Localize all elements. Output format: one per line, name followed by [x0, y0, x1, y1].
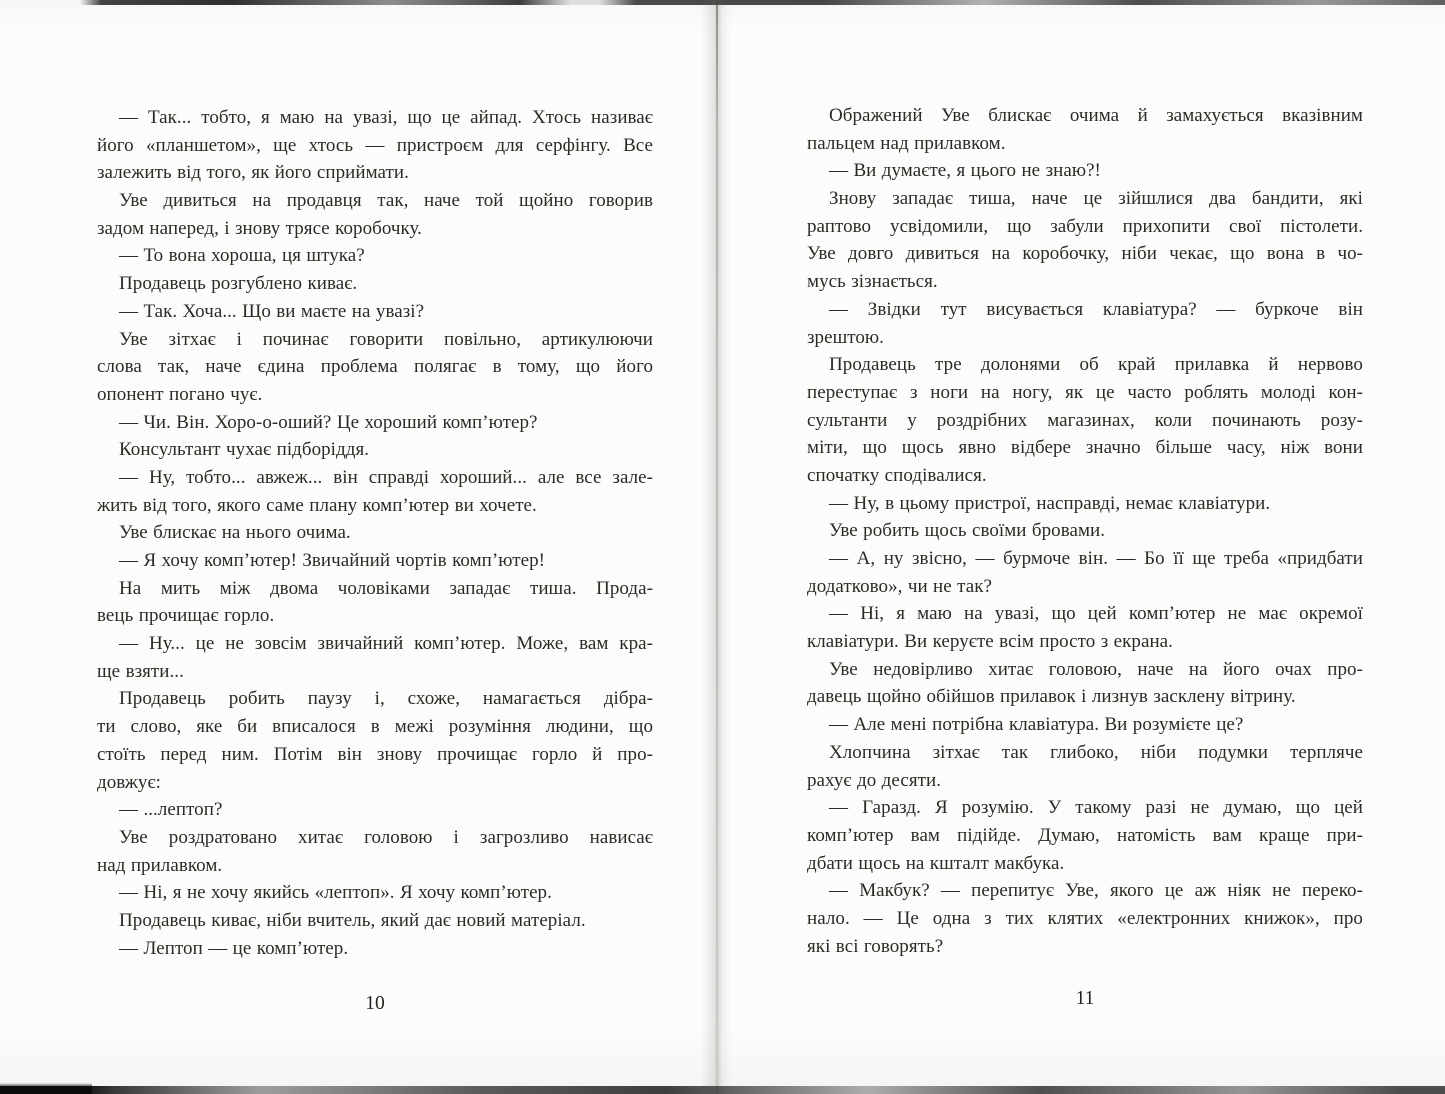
text-line: пальцем над прилавком. — [807, 132, 1006, 154]
text-line: — Я хочу комп’ютер! Звичайний чортів комп’ютер! — [119, 550, 545, 571]
text-line: слова так, наче єдина проблема полягає в тому, що його — [97, 356, 653, 378]
scan-bottom-edge — [0, 1086, 1445, 1094]
text-line: жить від того, якого саме плану комп’ютер ви хочете. — [97, 494, 537, 516]
text-line: раптово усвідомили, що забули прихопити свої пістолети. — [807, 215, 1363, 237]
text-line: Ображений Уве блискає очима й замахується вказівним — [829, 105, 1363, 126]
text-line: Уве зітхає і починає говорити повільно, артикулюючи — [119, 328, 653, 350]
text-line: На мить між двома чоловіками западає тиша. Прода- — [119, 577, 653, 599]
text-line: — Ні, я маю на увазі, що цей комп’ютер не має окремої — [829, 603, 1363, 625]
text-line: стоїть перед ним. Потім він знову прочищає горло й про- — [97, 743, 653, 765]
text-line: залежить від того, як його сприймати. — [97, 162, 409, 184]
text-line: — А, ну звісно, — бурмоче він. — Бо її ще треба «придбати — [829, 548, 1363, 569]
text-line: нало. — Це одна з тих клятих «електронних книжок», про — [807, 907, 1363, 929]
text-line: Хлопчина зітхає так глибоко, ніби подумки терпляче — [829, 741, 1363, 763]
text-line: опонент погано чує. — [97, 383, 263, 405]
text-line: — То вона хороша, ця штука? — [119, 245, 365, 267]
text-line: вець прочищає горло. — [97, 605, 275, 627]
text-line: задом наперед, і знову трясе коробочку. — [97, 217, 422, 239]
text-line: — Так. Хоча... Що ви маєте на увазі? — [119, 300, 425, 322]
text-line: — Ви думаєте, я цього не знаю?! — [829, 160, 1101, 182]
page-right-text — [807, 102, 1363, 960]
text-line: — ...лептоп? — [119, 799, 223, 821]
text-line: Уве недовірливо хитає головою, наче на його очах про- — [829, 658, 1363, 680]
book-spine-line — [716, 0, 718, 1094]
text-line: міти, що щось явно відбере значно більше часу, ніж вони — [807, 437, 1363, 459]
text-line: ще взяти... — [97, 660, 184, 682]
text-line: Уве довго дивиться на коробочку, ніби чекає, що вона в чо- — [807, 243, 1363, 265]
text-line: комп’ютер вам підійде. Думаю, натомість вам краще при- — [807, 824, 1363, 846]
text-line: Продавець киває, ніби вчитель, який дає новий матеріал. — [119, 909, 586, 931]
text-line: — Ну, в цьому пристрої, насправді, немає клавіатури. — [829, 492, 1271, 514]
text-line: — Ну... це не зовсім звичайний комп’ютер. Може, вам кра- — [119, 633, 653, 655]
text-line: давець щойно обійшов прилавок і лизнув засклену вітрину. — [807, 686, 1296, 708]
text-line: Уве робить щось своїми бровами. — [829, 520, 1106, 542]
text-line: Продавець робить паузу і, схоже, намагається дібра- — [119, 688, 653, 710]
text-line: переступає з ноги на ногу, як це часто роблять молоді кон- — [807, 381, 1363, 403]
text-line: Консультант чухає підборіддя. — [119, 439, 370, 461]
text-line: зрештою. — [807, 326, 884, 348]
text-line: його «планшетом», ще хтось — пристроєм для серфінгу. Все — [97, 134, 653, 156]
text-line: — Звідки тут висувається клавіатура? — буркоче він — [829, 298, 1363, 320]
text-line: над прилавком. — [97, 854, 223, 876]
text-line: які всі говорять? — [807, 935, 944, 957]
text-line: довжує: — [97, 771, 162, 793]
text-line: — Чи. Він. Хоро-о-оший? Це хороший комп’ютер? — [119, 411, 538, 433]
text-line: Продавець розгублено киває. — [119, 273, 358, 295]
text-line: Уве роздратовано хитає головою і загрозливо нависає — [119, 826, 653, 848]
text-line: Уве дивиться на продавця так, наче той щойно говорив — [119, 190, 653, 212]
text-line: — Ну, тобто... авжеж... він справді хороший... але все зале- — [119, 466, 653, 488]
text-line: клавіатури. Ви керуєте всім просто з екрана. — [807, 631, 1173, 653]
page-right-number: 11 — [1075, 988, 1095, 1009]
text-line: — Гаразд. Я розумію. У такому разі не думаю, що цей — [829, 797, 1363, 819]
text-line: — Але мені потрібна клавіатура. Ви розумієте це? — [829, 714, 1244, 736]
text-line: рахує до десяти. — [807, 769, 941, 791]
text-line: спочатку сподівалися. — [807, 464, 987, 486]
scan-bottom-left-corner — [0, 1083, 92, 1094]
text-line: ти слово, яке би вписалося в межі розуміння людини, що — [97, 716, 653, 738]
text-line: — Лептоп — це комп’ютер. — [119, 937, 349, 959]
text-line: — Так... тобто, я маю на увазі, що це айпад. Хтось називає — [119, 107, 653, 128]
text-line: Знову западає тиша, наче це зійшлися два бандити, які — [829, 188, 1363, 210]
text-line: Уве блискає на нього очима. — [119, 522, 351, 544]
text-line: сультанти у роздрібних магазинах, коли починають розу- — [807, 409, 1363, 431]
text-line: мусь зізнається. — [807, 271, 938, 293]
page-left-text — [97, 104, 653, 962]
text-line: Продавець тре долонями об край прилавка й нервово — [829, 354, 1363, 376]
text-line: дбати щось на кшталт макбука. — [807, 852, 1065, 874]
text-line: — Макбук? — перепитує Уве, якого це аж ніяк не переко- — [829, 880, 1363, 902]
page-left-number: 10 — [365, 993, 385, 1014]
text-line: додатково», чи не так? — [807, 575, 992, 597]
text-line: — Ні, я не хочу якийсь «лептоп». Я хочу комп’ютер. — [119, 882, 552, 904]
